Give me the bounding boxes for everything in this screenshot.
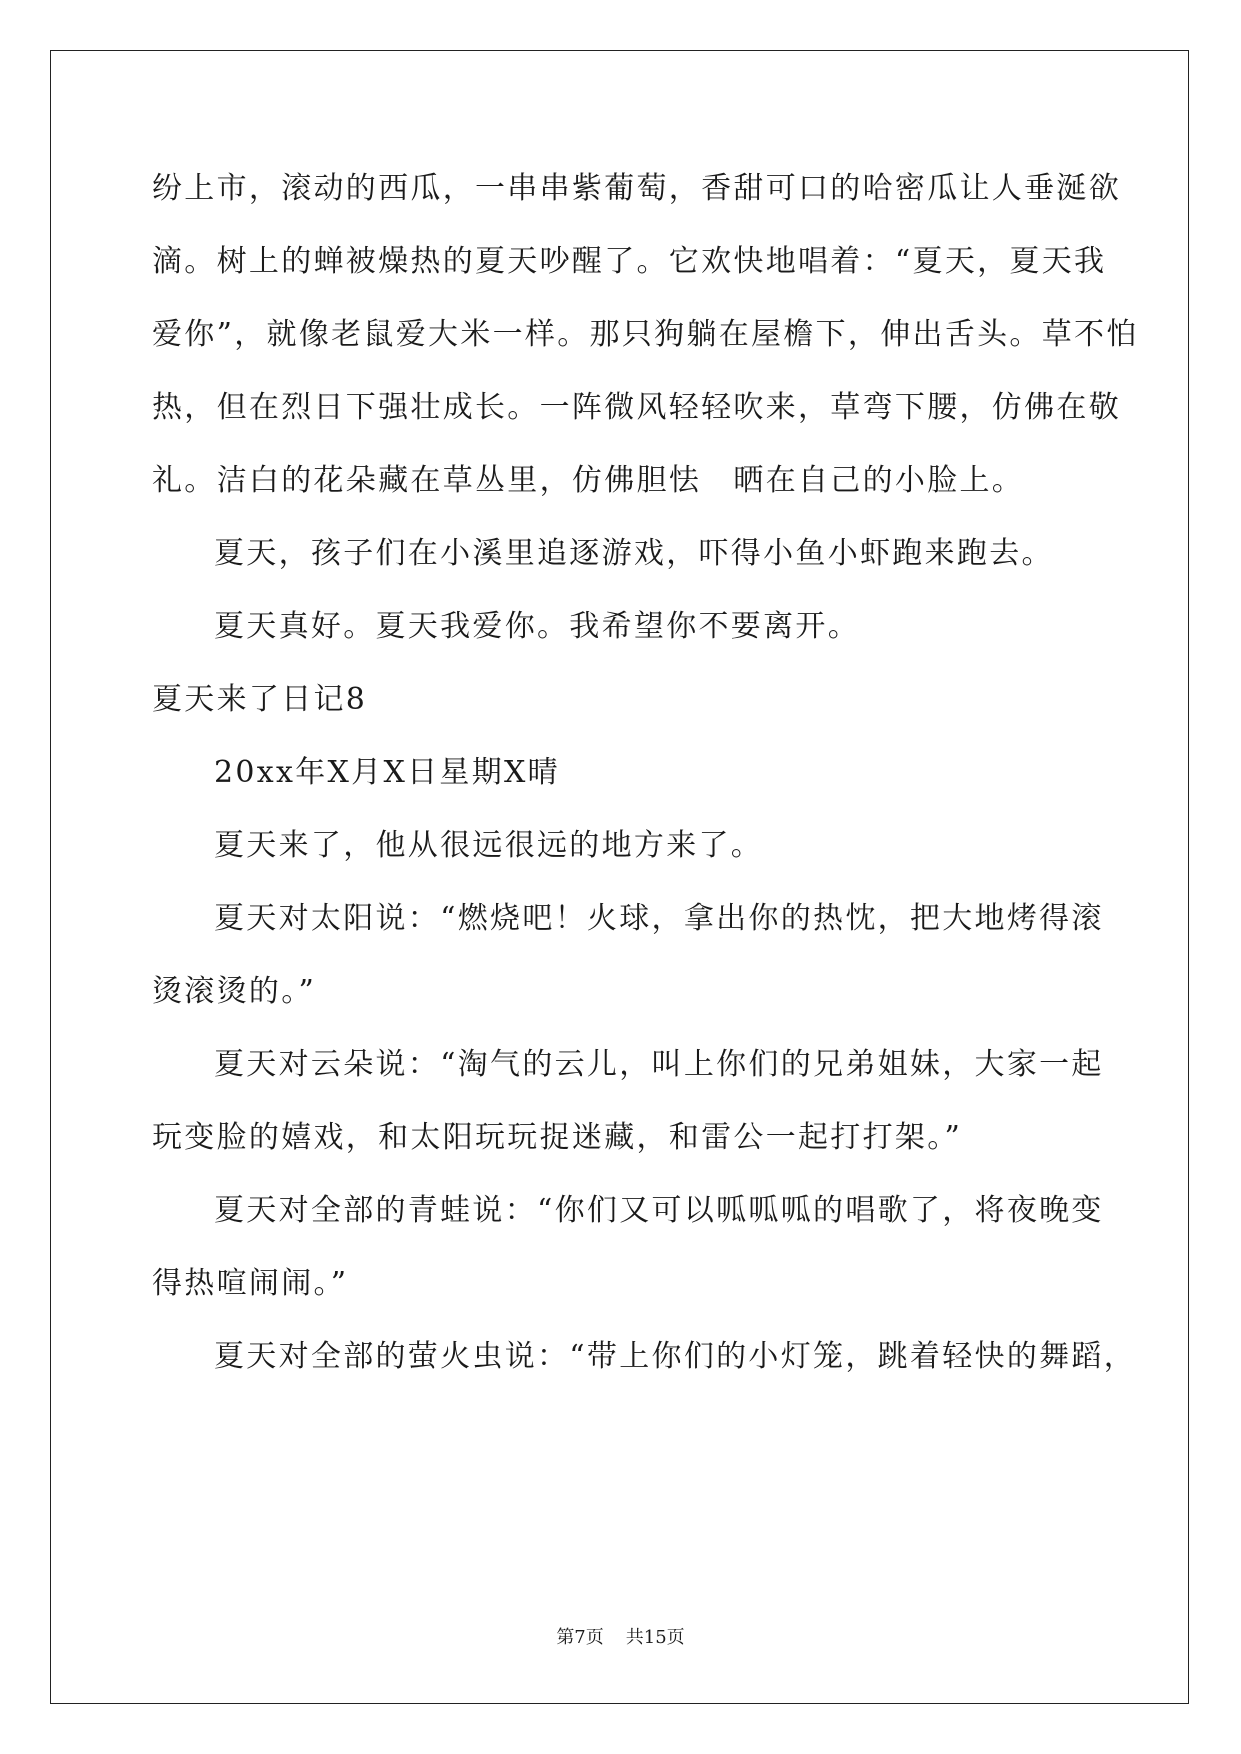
- body-text-line: 夏天，孩子们在小溪里追逐游戏，吓得小鱼小虾跑来跑去。: [214, 536, 1054, 571]
- body-text-line: 爱你”，就像老鼠爱大米一样。那只狗躺在屋檐下，伸出舌头。草不怕: [152, 317, 1139, 352]
- body-text-line: 夏天对全部的青蛙说：“你们又可以呱呱呱的唱歌了，将夜晚变: [214, 1193, 1104, 1228]
- body-text-line: 夏天对太阳说：“燃烧吧！火球，拿出你的热忱，把大地烤得滚: [214, 901, 1104, 936]
- body-text-line: 夏天对云朵说：“淘气的云儿，叫上你们的兄弟姐妹，大家一起: [214, 1047, 1104, 1082]
- page-border: [50, 50, 1189, 1704]
- body-text-line: 玩变脸的嬉戏，和太阳玩玩捉迷藏，和雷公一起打打架。”: [152, 1120, 963, 1155]
- body-text-line: 夏天真好。夏天我爱你。我希望你不要离开。: [214, 609, 860, 644]
- page-total: 共15页: [625, 1627, 685, 1648]
- body-text-line: 热，但在烈日下强壮成长。一阵微风轻轻吹来，草弯下腰，仿佛在敬: [152, 390, 1121, 425]
- page-number: 第7页: [556, 1627, 604, 1648]
- date-line: 20xx年X月X日星期X晴: [214, 755, 560, 790]
- body-text-line: 夏天对全部的萤火虫说：“带上你们的小灯笼，跳着轻快的舞蹈，: [214, 1339, 1137, 1374]
- body-text-line: 烫滚烫的。”: [152, 974, 317, 1009]
- body-text-line: 滴。树上的蝉被燥热的夏天吵醒了。它欢快地唱着：“夏天，夏天我: [152, 244, 1107, 279]
- body-text-line: 礼。洁白的花朵藏在草丛里，仿佛胆怯 晒在自己的小脸上。: [152, 463, 1025, 498]
- section-heading: 夏天来了日记8: [152, 682, 368, 717]
- body-text-line: 得热喧闹闹。”: [152, 1266, 349, 1301]
- page-footer: [0, 1623, 1241, 1649]
- body-text-line: 夏天来了，他从很远很远的地方来了。: [214, 828, 764, 863]
- body-text-line: 纷上市，滚动的西瓜，一串串紫葡萄，香甜可口的哈密瓜让人垂涎欲: [152, 171, 1121, 206]
